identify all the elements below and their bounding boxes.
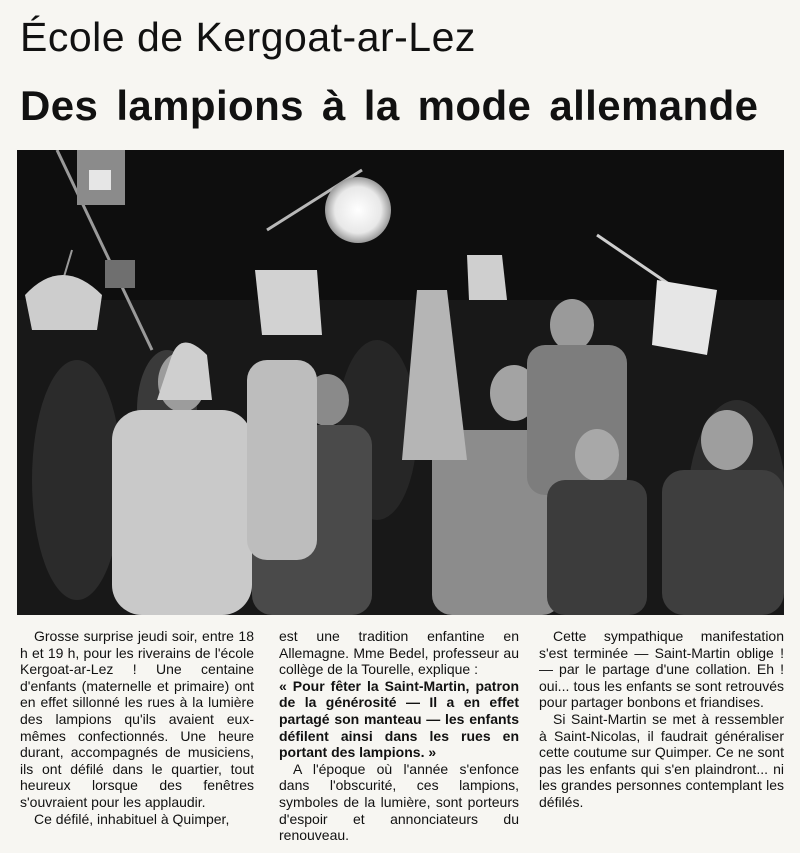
article-column-2 [279,628,519,844]
paragraph: Ce défilé, inhabituel à Quimper, [34,810,230,827]
article-column-1 [20,628,254,827]
article-body [20,628,784,850]
quote: « Pour fêter la Saint-Martin, patron de la générosité — Il a en effet partagé son manteau — les enfants défilent ainsi dans les rues en portant des lampions. » [279,677,519,761]
photo-children-with-lanterns [17,150,784,615]
paragraph: Grosse surprise jeudi soir, entre 18 h et 19 h, pour les riverains de l'école Kergoat-ar-Lez ! Une centaine d'enfants (maternelle et primaire) ont en effet sillonné les rues à la lumière des lampions qu'ils avaient eux-mêmes confectionnés. Une heure durant, accompagnés de musiciens, ils ont défilé dans le quartier, tout heureux lorsque des fenêtres s'ouvraient pour les applaudir. [20,628,254,810]
article-column-3 [539,628,784,811]
article-photo [17,150,784,615]
paragraph: est une tradition enfantine en Allemagne. Mme Bedel, professeur au collège de la Tourelle, explique : [279,628,519,678]
paragraph: Cette sympathique manifestation s'est terminée — Saint-Martin oblige ! — par le partage d'une collation. Eh ! oui... tous les enfants se sont retrouvés pour partager bonbons et friandises. [539,628,784,711]
paragraph: Si Saint-Martin se met à ressembler à Saint-Nicolas, il faudrait généraliser cette coutume sur Quimper. Ce ne sont pas les enfants qui s'en plaindront... ni les grandes personnes contemplant les défilés. [539,710,784,810]
paragraph: A l'époque où l'année s'enfonce dans l'obscurité, ces lampions, symboles de la lumière, sont porteurs d'espoir et annonciateurs du renouveau. [279,760,519,844]
article-headline: Des lampions à la mode allemande [20,82,759,129]
article-kicker: École de Kergoat-ar-Lez [20,14,476,60]
